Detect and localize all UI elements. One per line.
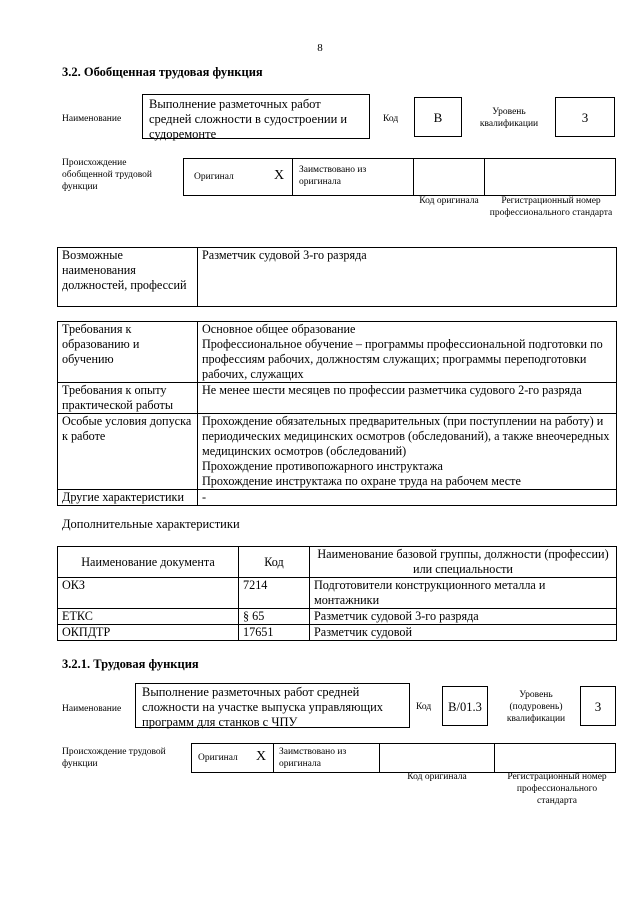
row-code: 7214 xyxy=(239,578,310,609)
admission-label: Особые условия допуска к работе xyxy=(58,414,198,490)
additional-heading: Дополнительные характеристики xyxy=(62,517,240,531)
orig-code-cell xyxy=(413,158,485,196)
gtf-level-box: 3 xyxy=(555,97,615,137)
orig-code-caption: Код оригинала xyxy=(419,196,479,206)
col-doc-header: Наименование документа xyxy=(58,547,239,578)
function-orig-code-cell xyxy=(379,743,495,773)
original-cell xyxy=(183,158,293,196)
col-code-header: Код xyxy=(239,547,310,578)
table-row xyxy=(58,578,617,609)
name-label: Наименование xyxy=(62,114,122,124)
row-name: Подготовители конструкционного металла и монтажники xyxy=(310,578,617,609)
experience-value: Не менее шести месяцев по профессии разметчика судового 2-го разряда xyxy=(198,383,617,414)
page-number: 8 xyxy=(317,42,323,54)
function-original-label: Оригинал xyxy=(198,753,238,763)
function-original-cell xyxy=(191,743,274,773)
education-value xyxy=(198,322,617,383)
table-row xyxy=(58,625,617,641)
original-mark: X xyxy=(274,168,285,183)
function-heading: 3.2.1. Трудовая функция xyxy=(62,657,199,671)
function-name-value: Выполнение разметочных работ средней сложности на участке выпуска управляющих программ для станков с ЧПУ xyxy=(142,685,384,729)
row-code: 17651 xyxy=(239,625,310,641)
gtf-name-value: Выполнение разметочных работ средней сложности в судостроении и судоремонте xyxy=(149,97,348,141)
function-orig-code-caption: Код оригинала xyxy=(407,772,467,782)
table-row xyxy=(58,609,617,625)
row-doc: ОКПДТР xyxy=(58,625,239,641)
level-label: Уровень квалификации xyxy=(479,107,539,129)
original-label: Оригинал xyxy=(194,172,234,182)
row-doc: ЕТКС xyxy=(58,609,239,625)
function-borrowed-cell xyxy=(273,743,380,773)
section-heading: 3.2. Обобщенная трудовая функция xyxy=(62,65,263,79)
borrowed-cell xyxy=(292,158,414,196)
function-level-box: 3 xyxy=(580,686,616,726)
function-code-box: B/01.3 xyxy=(442,686,488,726)
admission-line2: Прохождение противопожарного инструктажа xyxy=(202,459,443,473)
other-label: Другие характеристики xyxy=(58,490,198,506)
row-name: Разметчик судовой xyxy=(310,625,617,641)
reg-number-caption: Регистрационный номер профессионального стандарта xyxy=(489,196,613,218)
function-name-label: Наименование xyxy=(62,704,122,714)
row-name: Разметчик судовой 3-го разряда xyxy=(310,609,617,625)
admission-line3: Прохождение инструктажа по охране труда на рабочем месте xyxy=(202,474,521,488)
gtf-code-box: B xyxy=(414,97,462,137)
education-line1: Основное общее образование xyxy=(202,322,356,336)
function-borrowed-label: Заимствовано из оригинала xyxy=(279,747,347,769)
function-original-mark: X xyxy=(256,749,267,764)
admission-line1: Прохождение обязательных предварительных (при поступлении на работу) и периодических медицинских осмотров (обследований), а также внеочередных медицинских осмотров (обследований) xyxy=(202,414,610,458)
col-name-header: Наименование базовой группы, должности (профессии) или специальности xyxy=(310,547,617,578)
function-origin-label: Происхождение трудовой функции xyxy=(62,747,166,769)
function-reg-number-cell xyxy=(494,743,616,773)
gtf-name-box xyxy=(142,94,370,139)
row-doc: ОКЗ xyxy=(58,578,239,609)
additional-table xyxy=(57,546,617,641)
admission-value xyxy=(198,414,617,490)
function-name-box xyxy=(135,683,410,728)
positions-table xyxy=(57,247,617,307)
positions-label: Возможные наименования должностей, профессий xyxy=(58,248,198,307)
requirements-table xyxy=(57,321,617,506)
origin-label: Происхождение обобщенной трудовой функции xyxy=(62,158,152,192)
education-line2: Профессиональное обучение – программы профессиональной подготовки по профессиям рабочих, должностям служащих; программы переподготовки рабочих, служащих xyxy=(202,337,603,381)
borrowed-label: Заимствовано из оригинала xyxy=(299,165,367,187)
reg-number-cell xyxy=(484,158,616,196)
row-code: § 65 xyxy=(239,609,310,625)
code-label: Код xyxy=(383,114,399,124)
positions-value: Разметчик судовой 3-го разряда xyxy=(198,248,617,307)
function-code-label: Код xyxy=(416,702,432,712)
experience-label: Требования к опыту практической работы xyxy=(58,383,198,414)
function-reg-number-caption: Регистрационный номер профессионального стандарта xyxy=(507,772,607,806)
other-value: - xyxy=(198,490,617,506)
education-label: Требования к образованию и обучению xyxy=(58,322,198,383)
function-level-label: Уровень (подуровень) квалификации xyxy=(506,690,566,724)
